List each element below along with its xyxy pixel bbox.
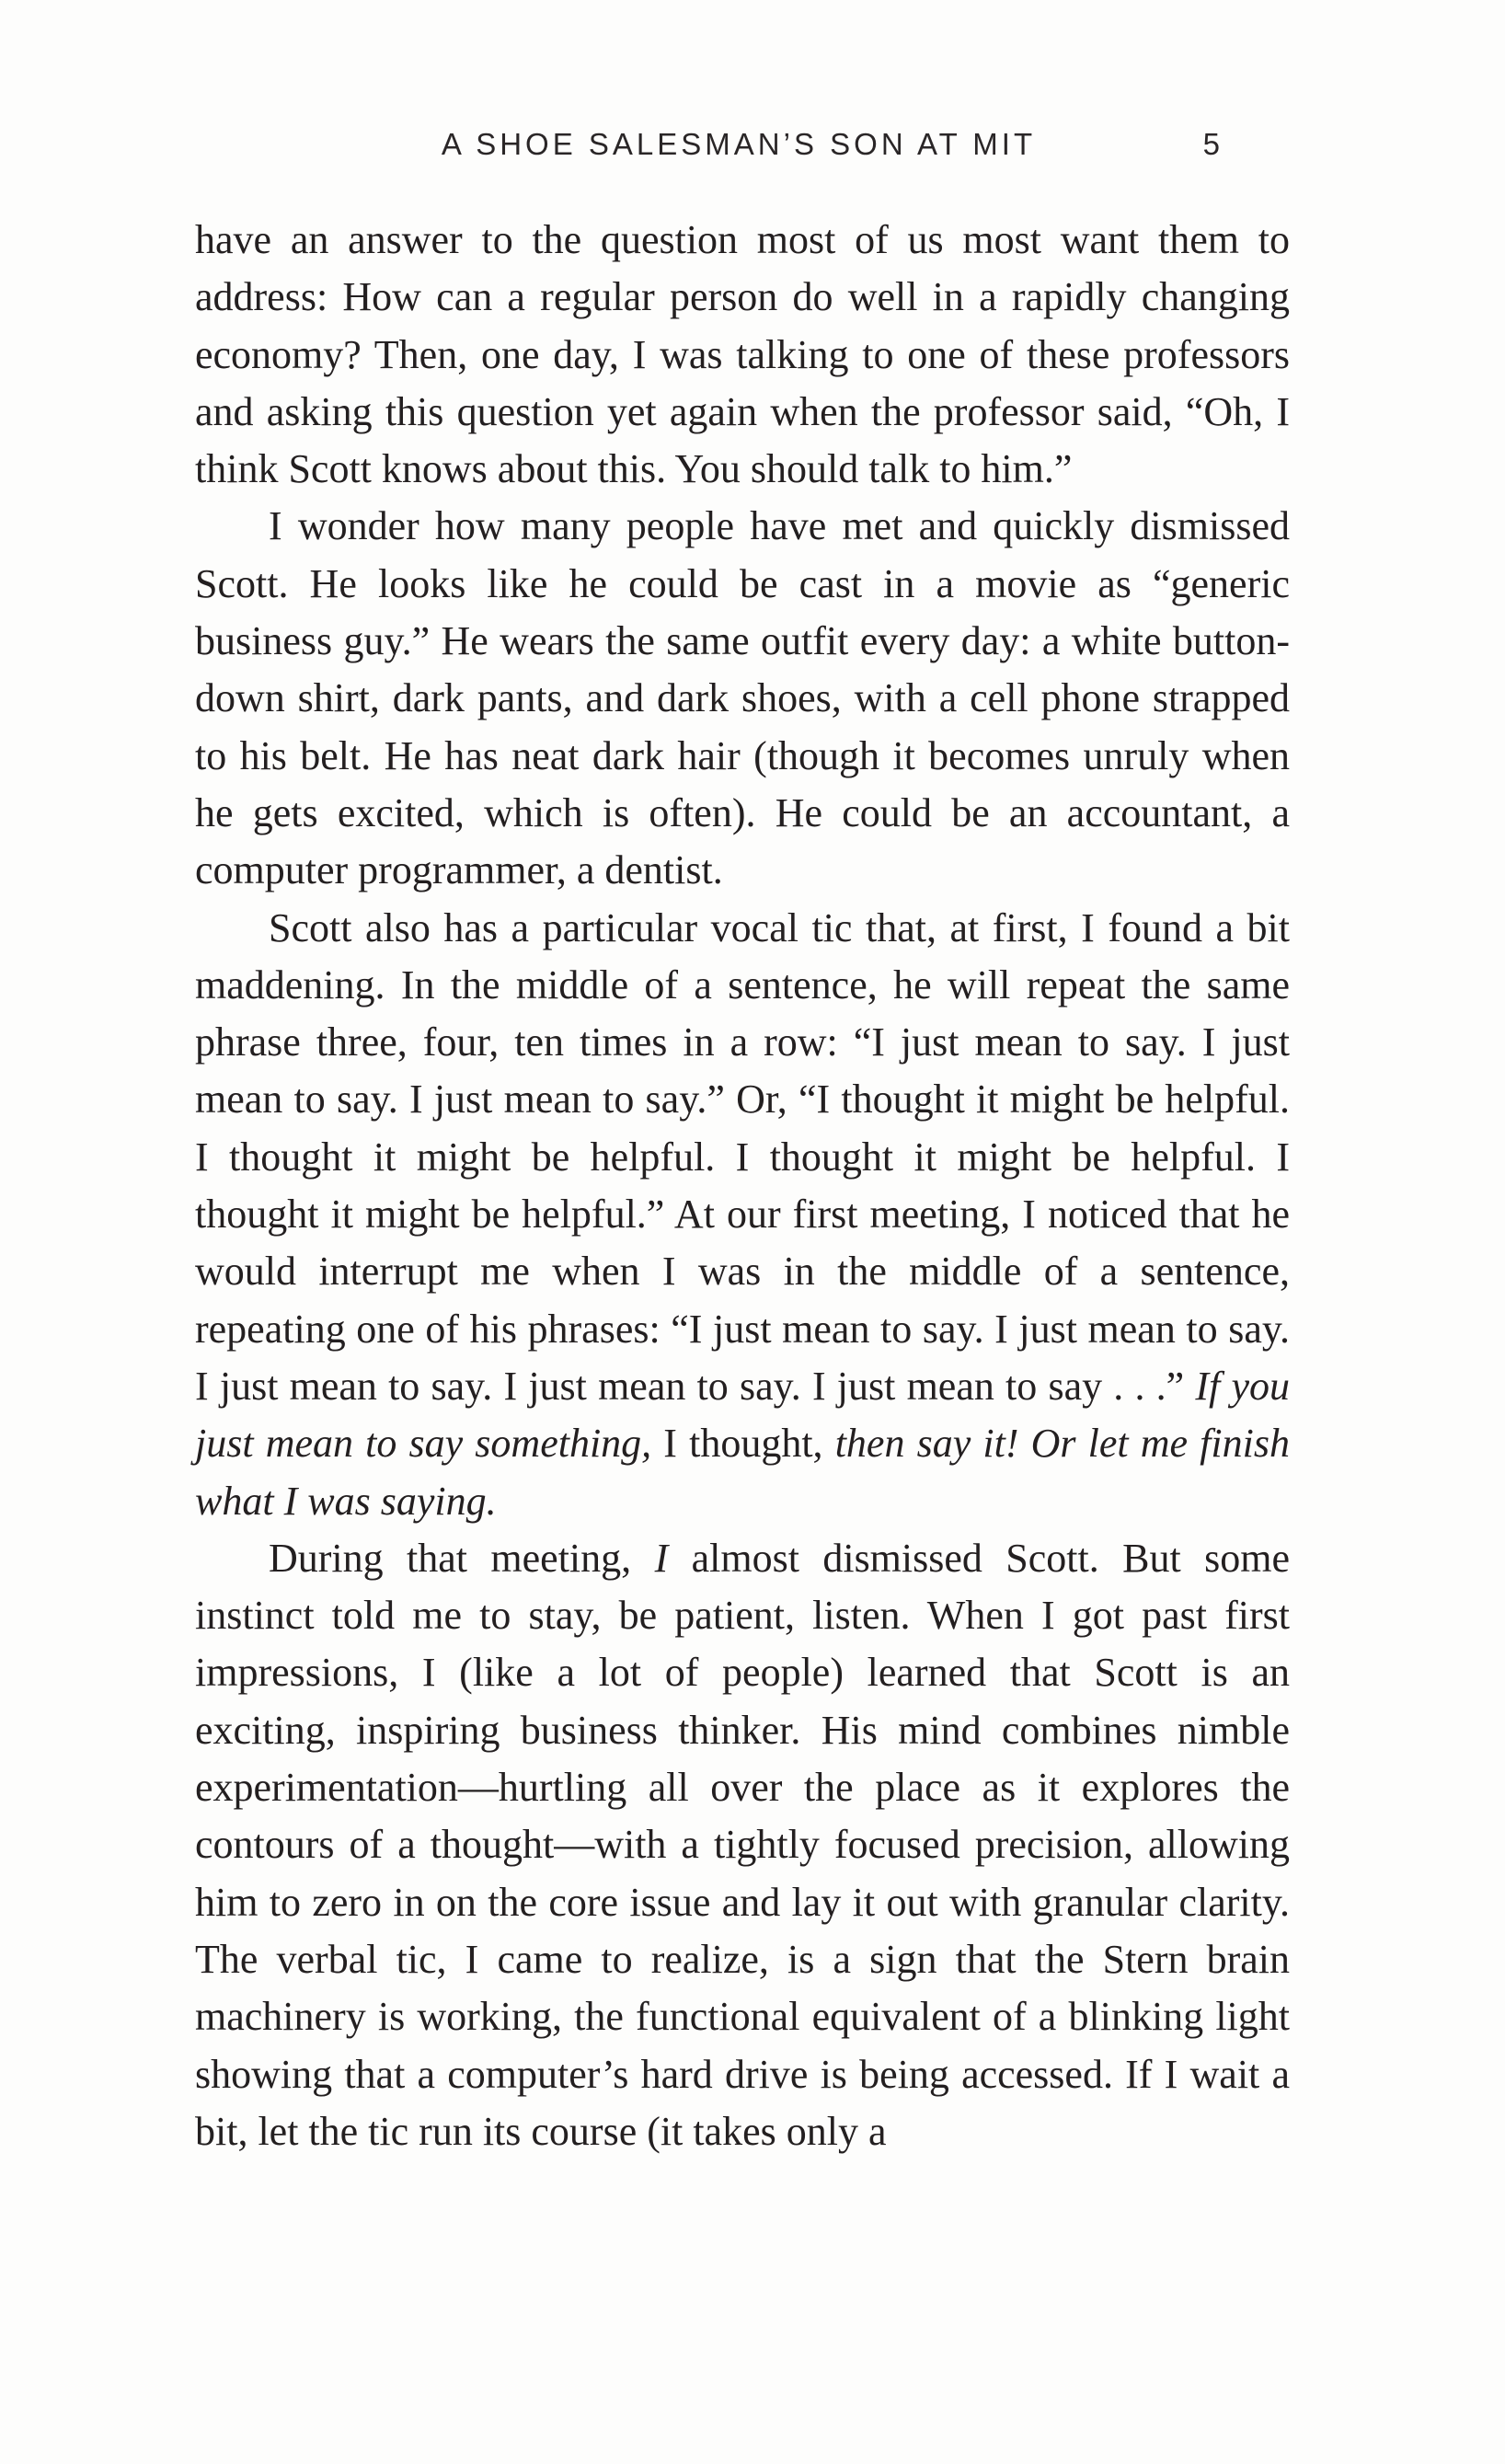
paragraph-4-text-start: During that meeting, [269,1535,655,1581]
body-text [195,212,1290,2160]
paragraph-3-text-start: Scott also has a particular vocal tic that, at first, I found a bit maddening. In the middle of a sentence, he will repeat the same phrase three, four, ten times in a row: “I just mean to say. I just mean to say. I just mean to say.” Or, “I thought it might be helpful. I thought it might be helpful. I thought it might be helpful. I thought it might be helpful.” At our first meeting, I noticed that he would interrupt me when I was in the middle of a sentence, repeating one of his phrases: “I just mean to say. I just mean to say. I just mean to say. I just mean to say. I just mean to say . . .” [195,904,1290,1409]
running-title: A SHOE SALESMAN’S SON AT MIT [441,127,1037,161]
paragraph-3-text-mid: I thought, [651,1421,835,1467]
paragraph-3-italic-thought: If you just mean to say something, [195,1363,1291,1467]
paragraph-4-text-rest: almost dismissed Scott. But some instinct told me to stay, be patient, listen. When I got past first impressions, I (like a lot of people) learned that Scott is an exciting, inspiring business thinker. His mind combines nimble experimentation—hurtling all over the place as it explores the contours of a thought—with a tightly focused precision, allowing him to zero in on the core issue and lay it out with granular clarity. The verbal tic, I came to realize, is a sign that the Stern brain machinery is working, the functional equivalent of a blinking light showing that a computer’s hard drive is being accessed. If I wait a bit, let the tic run its course (it takes only a [195,1535,1290,2154]
page-number: 5 [1202,127,1220,161]
paragraph-4 [195,1530,1290,2160]
running-head [193,127,1284,171]
paragraph-3 [195,900,1290,1530]
paragraph-1: have an answer to the question most of us most want them to address: How can a regular person do well in a rapidly changing economy? Then, one day, I was talking to one of these professors and asking this question yet again when the professor said, “Oh, I think Scott knows about this. You should talk to him.” [195,217,1290,492]
paragraph-4-italic-pronoun: I [654,1535,669,1581]
paragraph-2: I wonder how many people have met and quickly dismissed Scott. He looks like he could be cast in a movie as “generic business guy.” He wears the same outfit every day: a white button-down shirt, dark pants, and dark shoes, with a cell phone strapped to his belt. He has neat dark hair (though it becomes unruly when he gets excited, which is often). He could be an accountant, a computer programmer, a dentist. [195,503,1290,893]
paragraph-3-italic-exclamation: then say it! Or let me finish what I was saying. [195,1421,1290,1524]
